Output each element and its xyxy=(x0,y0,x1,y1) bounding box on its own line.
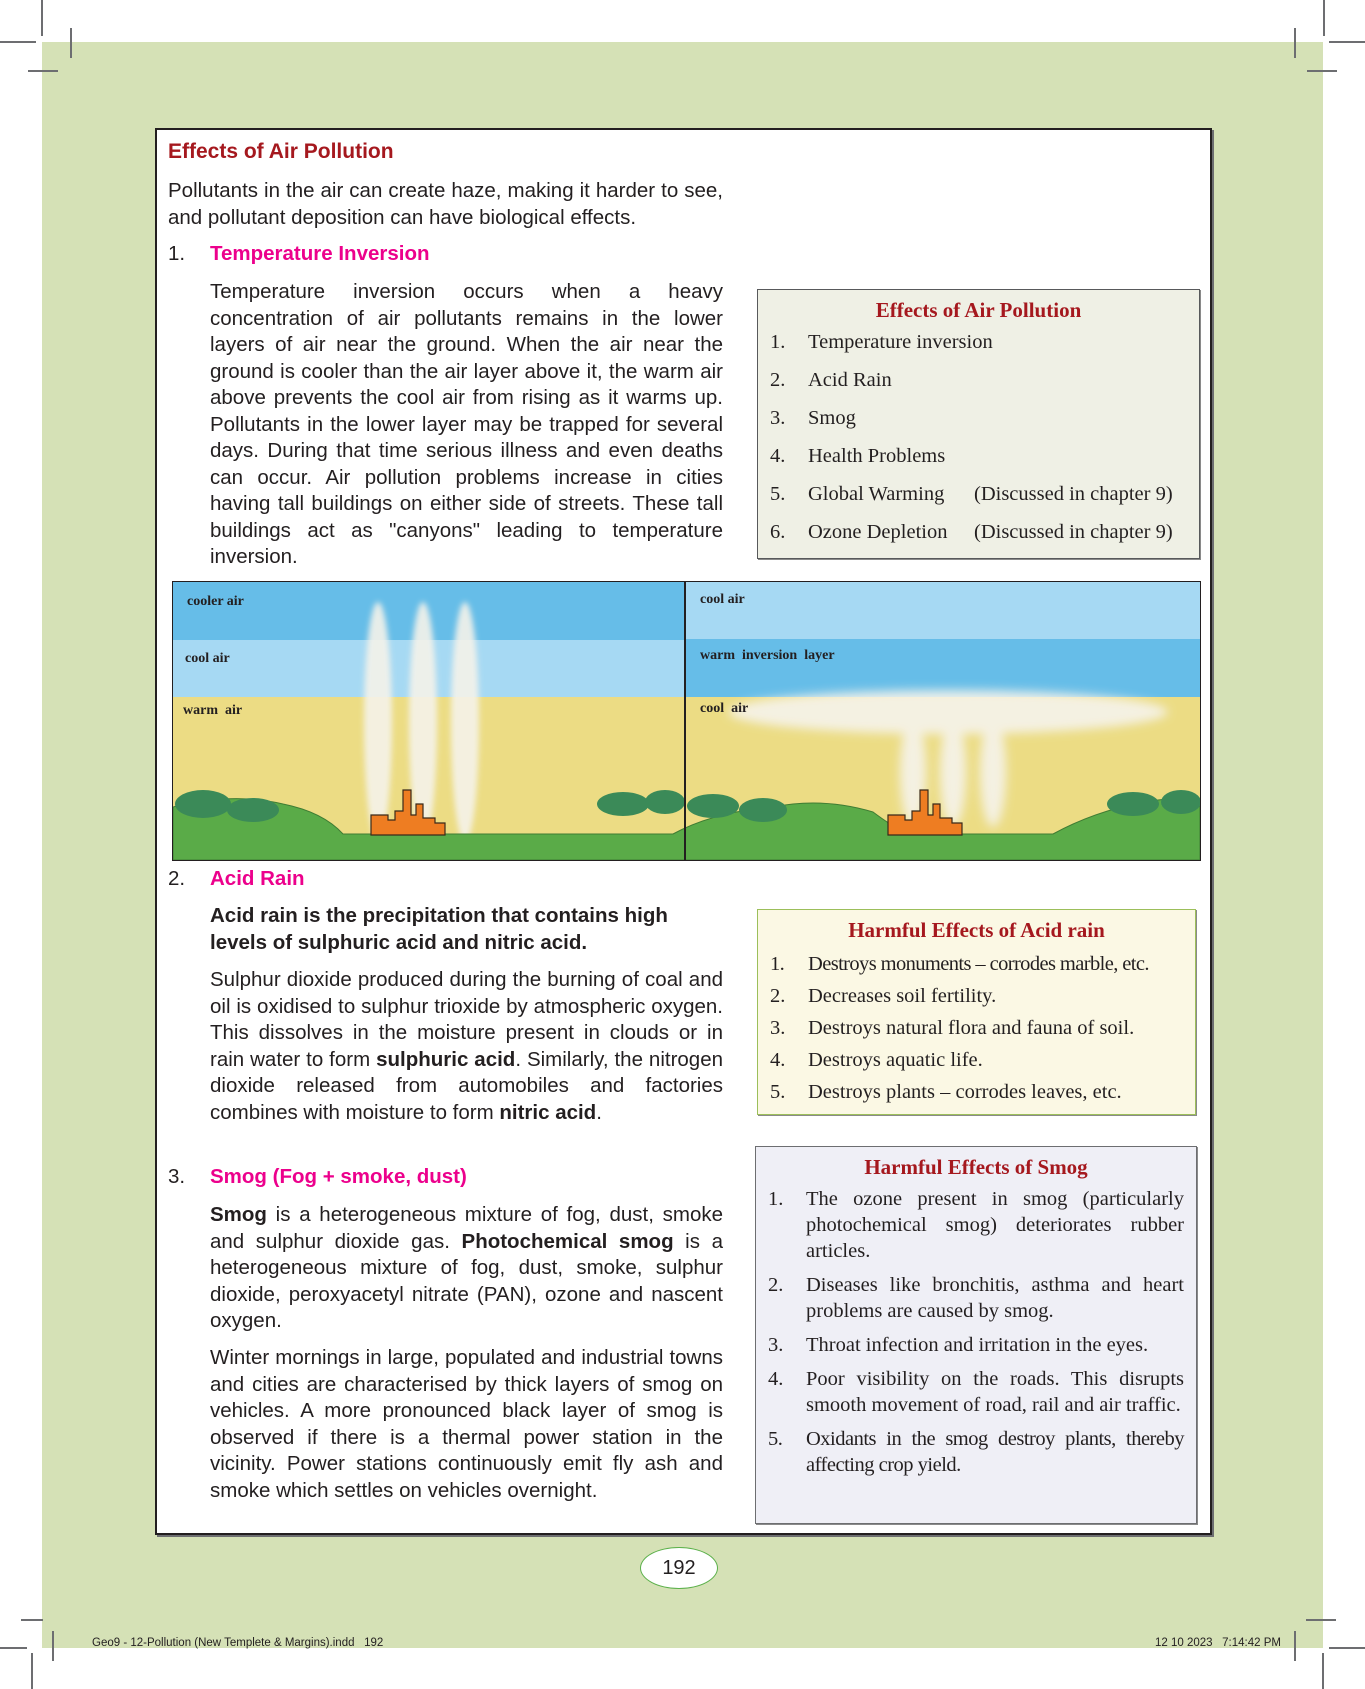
label-warm-inversion-layer: warm inversion layer xyxy=(700,648,835,663)
list-item: 3. Destroys natural flora and fauna of soil. xyxy=(770,1017,1135,1039)
acid-rain-definition: Acid rain is the precipitation that contains high levels of sulphuric acid and nitric acid. xyxy=(210,904,668,954)
slug-timestamp: 12 10 2023 7:14:42 PM xyxy=(1155,1637,1281,1649)
list-item: 4. Poor visibility on the roads. This disrupts smooth movement of road, rail and air traffic. xyxy=(768,1368,1184,1416)
crop-mark xyxy=(1294,1631,1296,1661)
section-title-acid-rain: Acid Rain xyxy=(210,867,305,890)
crop-mark xyxy=(1322,1653,1324,1689)
section-title-temperature-inversion: Temperature Inversion xyxy=(210,242,430,265)
box-title: Harmful Effects of Acid rain xyxy=(848,918,1105,942)
list-item: 5. Global Warming (Discussed in chapter 9) xyxy=(770,483,1173,505)
temperature-inversion-figure xyxy=(172,581,1201,861)
label-cool-air-bottom: cool air xyxy=(700,701,749,716)
list-item: 2. Acid Rain xyxy=(770,369,892,391)
section-number: 1. xyxy=(168,242,186,265)
list-item: 4. Destroys aquatic life. xyxy=(770,1049,983,1071)
crop-mark xyxy=(70,28,72,58)
section-number: 3. xyxy=(168,1165,186,1188)
list-item: 3. Throat infection and irritation in the eyes. xyxy=(768,1334,1149,1356)
layer-cool-air-top xyxy=(685,582,1200,639)
list-item: 1. Destroys monuments – corrodes marble, etc. xyxy=(770,953,1149,975)
crop-mark xyxy=(0,41,36,43)
crop-mark xyxy=(41,0,43,36)
label-warm-air: warm air xyxy=(183,703,243,718)
acid-rain-effects-list xyxy=(758,953,1195,1113)
label-cool-air-top: cool air xyxy=(700,592,745,607)
crop-mark xyxy=(1323,0,1325,36)
acid-rain-effects-box xyxy=(757,909,1196,1115)
smog-paragraph: Smog is a heterogeneous mixture of fog, dust, smoke and sulphur dioxide gas. Photochemical smog is a heterogeneous mixture of fog, dust, smoke, sulphur dioxide, peroxyacetyl nitrate (PAN), ozone and nascent oxygen. xyxy=(210,1203,723,1332)
section-number: 2. xyxy=(168,867,186,890)
smog-effects-box xyxy=(755,1146,1197,1524)
crop-mark xyxy=(1294,28,1296,58)
temperature-inversion-paragraph: Temperature inversion occurs when a heavy concentration of air pollutants remains in the lower layers of air near the ground. When the air near the ground is cooler than the air layer above it, the warm air above prevents the cool air from rising as it warms up. Pollutants in the lower layer may be trapped for several days. During that time serious illness and even deaths can occur. Air pollution problems increase in cities having tall buildings on either side of streets. These tall buildings act as "canyons" leading to temperature inversion. xyxy=(210,280,723,568)
effects-list xyxy=(758,331,1199,559)
crop-mark xyxy=(1329,1647,1365,1649)
intro-paragraph: Pollutants in the air can create haze, making it harder to see, and pollutant deposition can have biological effects. xyxy=(168,179,723,229)
box-title: Harmful Effects of Smog xyxy=(864,1155,1088,1179)
effects-of-air-pollution-box xyxy=(757,289,1200,559)
section-heading: Effects of Air Pollution xyxy=(168,140,394,163)
list-item: 2. Diseases like bronchitis, asthma and heart problems are caused by smog. xyxy=(768,1274,1184,1322)
list-item: 1. Temperature inversion xyxy=(770,331,993,353)
crop-mark xyxy=(1307,70,1337,72)
acid-rain-paragraph: Sulphur dioxide produced during the burning of coal and oil is oxidised to sulphur trioxide by atmospheric oxygen. This dissolves in the moisture present in clouds or in rain water to form sulphuric acid. Similarly, the nitrogen dioxide released from automobiles and factories combines with moisture to form nitric acid. xyxy=(210,968,723,1124)
list-item: 6. Ozone Depletion (Discussed in chapter 9) xyxy=(770,521,1173,543)
crop-mark xyxy=(0,1647,27,1649)
list-item: 5. Oxidants in the smog destroy plants, thereby affecting crop yield. xyxy=(768,1428,1184,1476)
crop-mark xyxy=(1306,1619,1336,1621)
smog-winter-paragraph: Winter mornings in large, populated and industrial towns and cities are characterised by thick layers of smog on vehicles. A more pronounced black layer of smog is observed if there is a thermal power station in the vicinity. Power stations continuously emit fly ash and smoke which settles on vehicles overnight. xyxy=(210,1346,723,1502)
label-cooler-air: cooler air xyxy=(187,594,244,609)
label-cool-air: cool air xyxy=(185,651,230,666)
list-item: 4. Health Problems xyxy=(770,445,946,467)
box-title: Effects of Air Pollution xyxy=(875,298,1082,322)
crop-mark xyxy=(1329,41,1365,43)
list-item: 5. Destroys plants – corrodes leaves, etc. xyxy=(770,1081,1122,1103)
crop-mark xyxy=(31,1653,33,1689)
page-number: 192 xyxy=(640,1547,718,1589)
crop-mark xyxy=(28,70,58,72)
section-title-smog: Smog (Fog + smoke, dust) xyxy=(210,1165,467,1188)
crop-mark xyxy=(21,1619,43,1621)
list-item: 2. Decreases soil fertility. xyxy=(770,985,997,1007)
list-item: 1. The ozone present in smog (particularly photochemical smog) deteriorates rubber articles. xyxy=(768,1188,1184,1262)
slug-file-info: Geo9 - 12-Pollution (New Templete & Margins).indd 192 xyxy=(92,1637,384,1649)
list-item: 3. Smog xyxy=(770,407,856,429)
crop-mark xyxy=(52,1631,54,1661)
inversion-illustration xyxy=(173,582,1200,860)
smog-effects-list xyxy=(756,1186,1196,1478)
